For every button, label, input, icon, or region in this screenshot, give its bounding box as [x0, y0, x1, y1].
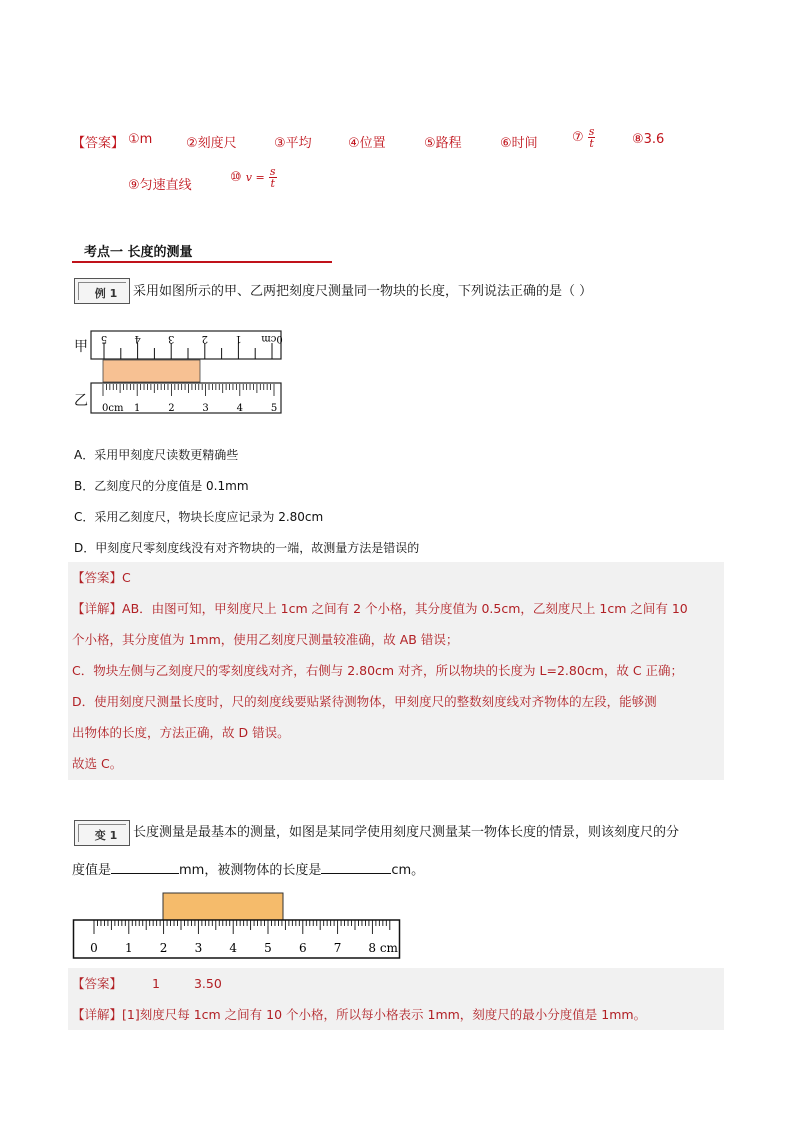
ruler-jia-tick-label: 3	[168, 333, 175, 344]
ruler-yi-tick-label: 1	[134, 403, 141, 414]
example-detail-line-1	[72, 593, 688, 624]
answer-item-6: ⑥时间	[500, 136, 538, 151]
example-answer-panel	[68, 562, 724, 780]
ruler-yi-tick-label: 0cm	[102, 403, 124, 414]
example-answer	[72, 562, 131, 593]
variant-ruler-tick-label: 8 cm	[368, 941, 398, 955]
variant-ruler-tick-label: 2	[159, 941, 168, 955]
ruler-yi-tick-label: 2	[168, 403, 175, 414]
variant-ruler-svg	[72, 890, 404, 960]
variant-detail-text: [1]刻度尺每 1cm 之间有 10 个小格，所以每小格表示 1mm，刻度尺的最小分度值是 1mm。	[122, 1007, 647, 1022]
ruler-figure	[72, 328, 292, 420]
variant-answer-value-2: 3.50	[193, 976, 222, 991]
example-detail-line-4: D．使用刻度尺测量长度时，尺的刻度线要贴紧待测物体，甲刻度尺的整数刻度线对齐物体的左段，能够测	[72, 694, 657, 709]
example-detail-line-3: C．物块左侧与乙刻度尺的零刻度线对齐，右侧与 2.80cm 对齐，所以物块的长度为 L=2.80cm，故 C 正确；	[72, 663, 684, 678]
answer-fraction-7	[588, 126, 596, 149]
blank-2	[321, 859, 391, 874]
example-tag	[74, 278, 130, 304]
ruler-jia-tick-label: 2	[201, 333, 208, 344]
example-detail-line-2: 个小格，其分度值为 1mm，使用乙刻度尺测量较准确，故 AB 错误；	[72, 632, 459, 647]
ruler-jia-tick-label: 1	[235, 333, 242, 344]
variant-ruler-tick-label: 1	[124, 941, 133, 955]
answer-item-4: ④位置	[348, 136, 386, 151]
ruler-jia-tick-label: 4	[134, 333, 141, 344]
velocity-equals: v =	[245, 171, 265, 184]
answer-block	[72, 125, 752, 200]
variant-detail	[72, 999, 646, 1030]
variant-q2-part-c: cm。	[391, 863, 425, 878]
ruler-yi-tick-label: 3	[202, 403, 209, 414]
example-answer-label: 【答案】	[72, 570, 123, 585]
example-question: 采用如图所示的甲、乙两把刻度尺测量同一物块的长度，下列说法正确的是（ ）	[133, 284, 593, 299]
option-c: C．采用乙刻度尺，物块长度应记录为 2.80cm	[74, 510, 324, 524]
answer-item-3: ③平均	[274, 136, 312, 151]
answer-item-5: ⑤路程	[424, 136, 462, 151]
answer-item-7	[572, 126, 595, 149]
variant-answer-panel	[68, 968, 724, 1030]
answer-item-8: ⑧3.6	[632, 132, 665, 147]
rulers-svg	[90, 328, 290, 420]
fraction-numerator: s	[588, 125, 595, 138]
variant-block	[163, 893, 283, 920]
variant-answer	[72, 968, 222, 999]
example-answer-value: C	[122, 570, 131, 585]
measured-block	[103, 360, 200, 382]
ruler-jia-label: 甲	[74, 339, 88, 355]
variant-answer-value-1: 1	[152, 976, 160, 991]
variant-question-line-1: 长度测量是最基本的测量，如图是某同学使用刻度尺测量某一物体长度的情景，则该刻度尺的分	[133, 825, 680, 840]
variant-ruler-tick-label: 6	[298, 941, 307, 955]
ruler-jia-tick-label: 0cm	[261, 333, 283, 344]
option-b: B．乙刻度尺的分度值是 0.1mm	[74, 479, 249, 493]
fraction-denominator: t	[270, 177, 275, 190]
fraction-denominator: t	[589, 137, 594, 150]
fraction-numerator: s	[269, 165, 276, 178]
answer-item-7-label: ⑦	[572, 130, 584, 145]
example-detail-text-1: AB．由图可知，甲刻度尺上 1cm 之间有 2 个小格，其分度值为 0.5cm，乙刻度尺上 1cm 之间有 10	[122, 601, 688, 616]
variant-ruler-tick-label: 0	[90, 941, 98, 955]
variant-answer-label: 【答案】	[72, 976, 123, 991]
section-title: 考点一 长度的测量	[84, 245, 193, 260]
ruler-yi-tick-label: 4	[236, 403, 243, 414]
answer-item-1: ①m	[128, 132, 153, 147]
variant-ruler-tick-label: 4	[229, 941, 238, 955]
answer-fraction-10	[269, 166, 277, 189]
ruler-yi-label: 乙	[74, 393, 88, 409]
variant-ruler-tick-label: 3	[194, 941, 203, 955]
example-detail-label: 【详解】	[72, 601, 123, 616]
answer-item-10	[230, 166, 277, 189]
variant-tag	[74, 820, 130, 846]
ruler-jia-tick-label: 5	[100, 333, 108, 344]
ruler-yi-tick-label: 5	[270, 403, 278, 414]
variant-ruler-tick-label: 7	[333, 941, 342, 955]
variant-q2-part-b: mm，被测物体的长度是	[179, 863, 322, 878]
variant-q2-part-a: 度值是	[72, 863, 112, 878]
answer-item-9: ⑨匀速直线	[128, 178, 192, 193]
blank-1	[111, 859, 179, 874]
variant-tag-label: 变 1	[94, 829, 118, 842]
example-detail-line-6: 故选 C。	[72, 756, 123, 771]
example-detail-line-5: 出物体的长度，方法正确，故 D 错误。	[72, 725, 290, 740]
option-a: A．采用甲刻度尺读数更精确些	[74, 448, 239, 462]
example-tag-label: 例 1	[94, 287, 118, 300]
ruler-jia-body	[91, 331, 281, 359]
variant-ruler-tick-label: 5	[264, 941, 272, 955]
answer-item-2: ②刻度尺	[186, 136, 237, 151]
option-d: D．甲刻度尺零刻度线没有对齐物块的一端，故测量方法是错误的	[74, 541, 420, 555]
section-underline	[72, 261, 332, 263]
answer-label: 【答案】	[72, 136, 125, 151]
answer-item-10-label: ⑩	[230, 170, 242, 185]
variant-detail-label: 【详解】	[72, 1007, 123, 1022]
variant-question-line-2	[72, 859, 424, 881]
